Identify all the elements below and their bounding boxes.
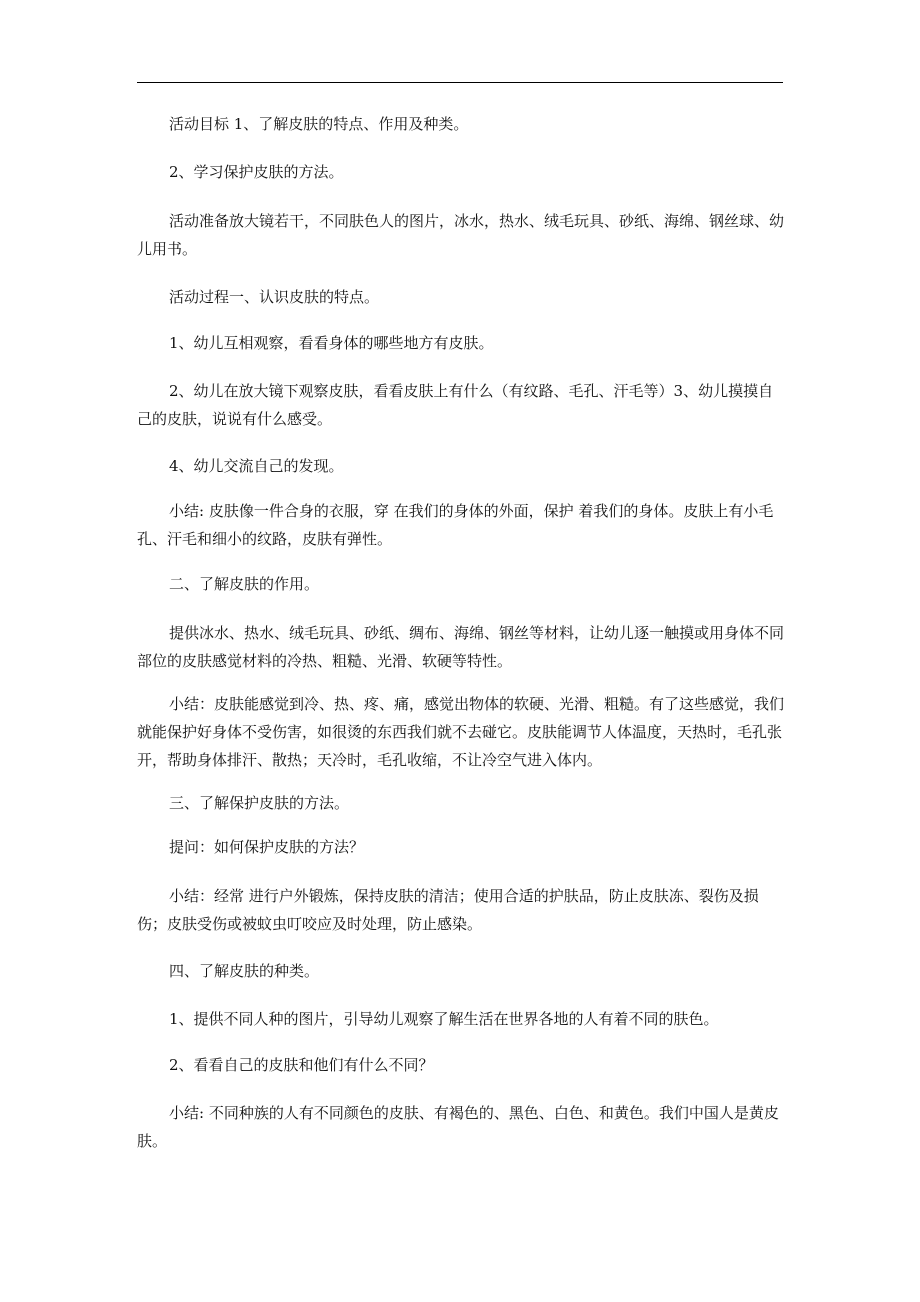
materials-activity: 提供冰水、热水、绒毛玩具、砂纸、绸布、海绵、钢丝等材料，让幼儿逐一触摸或用身体不同部位的皮肤感觉材料的冷热、粗糙、光滑、软硬等特性。	[137, 624, 785, 670]
step-4-2: 2、看看自己的皮肤和他们有什么不同？	[169, 1056, 434, 1074]
activity-goal-1: 活动目标 1、了解皮肤的特点、作用及种类。	[169, 115, 469, 133]
step-4: 4、幼儿交流自己的发现。	[169, 457, 344, 475]
section-heading-2: 二、了解皮肤的作用。	[169, 575, 320, 593]
activity-preparation: 活动准备放大镜若干，不同肤色人的图片，冰水，热水、绒毛玩具、砂纸、海绵、钢丝球、幼儿用书。	[137, 212, 785, 258]
summary-2: 小结：皮肤能感觉到冷、热、疼、痛，感觉出物体的软硬、光滑、粗糙。有了这些感觉，我们就能保护好身体不受伤害，如很烫的东西我们就不去碰它。皮肤能调节人体温度，天热时，毛孔张开，帮助身体排汗、散热；天冷时，毛孔收缩，不让冷空气进入体内。	[137, 695, 785, 769]
section-heading-3: 三、了解保护皮肤的方法。	[169, 794, 350, 812]
activity-process-heading-1: 活动过程一、认识皮肤的特点。	[169, 288, 380, 306]
question: 提问：如何保护皮肤的方法？	[169, 838, 365, 856]
summary-1: 小结: 皮肤像一件合身的衣服，穿 在我们的身体的外面，保护 着我们的身体。皮肤上有小毛孔、汗毛和细小的纹路，皮肤有弹性。	[137, 502, 774, 548]
step-4-1: 1、提供不同人种的图片，引导幼儿观察了解生活在世界各地的人有着不同的肤色。	[169, 1010, 719, 1028]
summary-3: 小结：经常 进行户外锻炼，保持皮肤的清洁；使用合适的护肤品，防止皮肤冻、裂伤及损伤；皮肤受伤或被蚊虫叮咬应及时处理，防止感染。	[137, 887, 759, 933]
summary-4: 小结: 不同种族的人有不同颜色的皮肤、有褐色的、黑色、白色、和黄色。我们中国人是黄皮肤。	[137, 1104, 779, 1150]
step-2-3: 2、幼儿在放大镜下观察皮肤，看看皮肤上有什么（有纹路、毛孔、汗毛等）3、幼儿摸摸自己的皮肤，说说有什么感受。	[137, 382, 774, 428]
step-1: 1、幼儿互相观察，看看身体的哪些地方有皮肤。	[169, 334, 494, 352]
activity-goal-2: 2、学习保护皮肤的方法。	[169, 163, 344, 181]
header-rule	[137, 82, 783, 83]
section-heading-4: 四、了解皮肤的种类。	[169, 962, 320, 980]
